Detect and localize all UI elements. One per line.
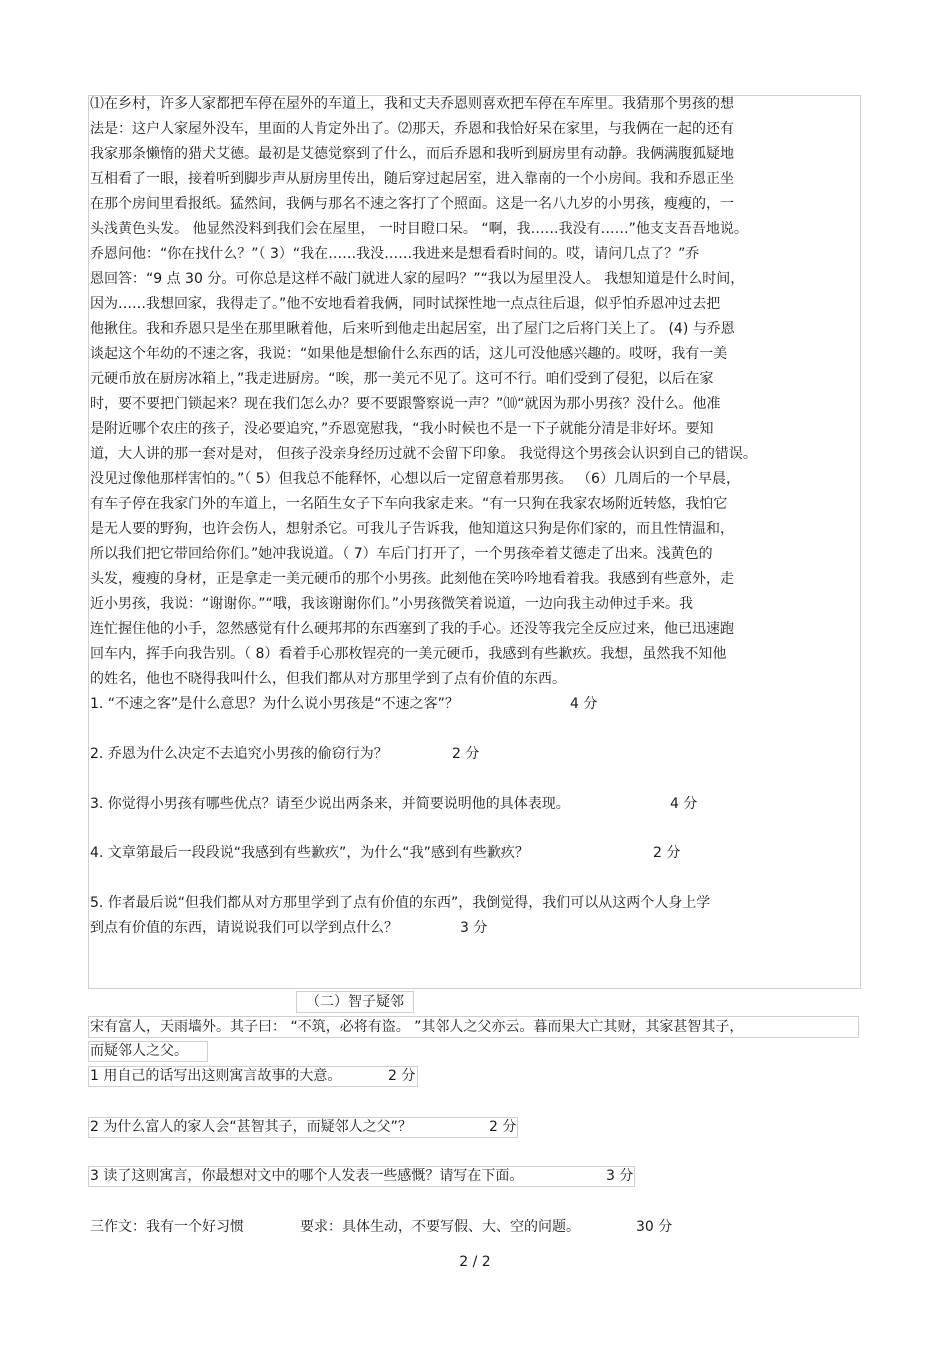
article-line: 是无人要的野狗，也许会伤人，想射杀它。可我儿子告诉我，他知道这只狗是你们家的，而且性情温和， — [90, 521, 734, 537]
question-2-score: 2 分 — [452, 746, 480, 762]
article-line: 在那个房间里看报纸。猛然间，我俩与那名不速之客打了个照面。这是一名八九岁的小男孩，瘦瘦的，一 — [90, 196, 734, 212]
article-line: 的姓名，他也不晓得我叫什么，但我们都从对方那里学到了点有价值的东西。 — [90, 671, 566, 687]
question-1: 1. “不速之客”是什么意思？为什么说小男孩是“不速之客”？ — [90, 696, 459, 712]
article-line: 乔恩问他：“你在找什么？”（ 3）“我在……我没……我进来是想看看时间的。哎，请问几点了？”乔 — [90, 246, 700, 262]
section-2-question-1-score: 2 分 — [388, 1068, 416, 1084]
section-2-question-3-score: 3 分 — [606, 1168, 634, 1184]
article-line: 互相看了一眼，接着听到脚步声从厨房里传出，随后穿过起居室，进入靠南的一个小房间。我和乔恩正坐 — [90, 171, 734, 187]
section-2-passage-line1: 宋有富人，天雨墙外。其子曰： “不筑，必将有盗。 ”其邻人之父亦云。暮而果大亡其财，其家甚智其子， — [90, 1019, 744, 1035]
article-line: 头浅黄色头发。 他显然没料到我们会在屋里， 一时目瞪口呆。 “啊，我……我没有……”他支支吾吾地说。 — [90, 221, 748, 237]
article-line: 他揪住。我和乔恩只是坐在那里瞅着他，后来听到他走出起居室，出了屋门之后将门关上了。 (4) 与乔恩 — [90, 321, 735, 337]
article-line: 有车子停在我家门外的车道上，一名陌生女子下车向我家走来。“有一只狗在我家农场附近转悠，我怕它 — [90, 496, 728, 512]
article-line: 所以我们把它带回给你们。”她冲我说道。（ 7）车后门打开了，一个男孩牵着艾德走了出来。浅黄色的 — [90, 546, 713, 562]
section-2-question-1: 1 用自己的话写出这则寓言故事的大意。 — [90, 1068, 342, 1084]
question-4: 4. 文章第最后一段段说“我感到有些歉疚”，为什么“我”感到有些歉疚？ — [90, 845, 529, 861]
article-line: 时，要不要把门锁起来？现在我们怎么办？要不要跟警察说一声？”⑽“就因为那小男孩？没什么。他准 — [90, 396, 721, 412]
question-4-score: 2 分 — [653, 845, 681, 861]
question-2: 2. 乔恩为什么决定不去追究小男孩的偷窃行为？ — [90, 746, 388, 762]
article-line: 法是：这户人家屋外没车，里面的人肯定外出了。⑵那天，乔恩和我恰好呆在家里，与我俩在一起的还有 — [90, 121, 734, 137]
article-line: 因为……我想回家，我得走了。”他不安地看着我俩，同时试探性地一点点往后退，似乎怕乔恩冲过去把 — [90, 296, 721, 312]
article-line: 回车内，挥手向我告别。（ 8）看着手心那枚锃亮的一美元硬币，我感到有些歉疚。我想，虽然我不知他 — [90, 646, 727, 662]
article-line: 恩回答：“9 点 30 分。可你总是这样不敲门就进人家的屋吗？”“我以为屋里没人。 我想知道是什么时间， — [90, 271, 745, 287]
question-5-continued: 到点有价值的东西，请说说我们可以学到点什么？ — [90, 920, 398, 936]
article-line: 我家那条懒惰的猎犬艾德。最初是艾德觉察到了什么，而后乔恩和我听到厨房里有动静。我俩满腹狐疑地 — [90, 146, 734, 162]
question-3-score: 4 分 — [670, 796, 698, 812]
article-line: 元硬币放在厨房冰箱上，”我走进厨房。“唉，那一美元不见了。这可不行。咱们受到了侵犯，以后在家 — [90, 371, 714, 387]
section-3-title: 三作文：我有一个好习惯 — [90, 1219, 244, 1235]
article-line: 没见过像他那样害怕的。”（ 5）但我总不能释怀，心想以后一定留意着那男孩。 （6）几周后的一个早晨， — [90, 471, 740, 487]
section-3-score: 30 分 — [636, 1219, 673, 1235]
section-2-title: （二）智子疑邻 — [296, 991, 414, 1013]
question-3: 3. 你觉得小男孩有哪些优点？请至少说出两条来，并简要说明他的具体表现。 — [90, 796, 570, 812]
section-2-question-2: 2 为什么富人的家人会“甚智其子，而疑邻人之父”？ — [90, 1119, 412, 1135]
question-1-score: 4 分 — [570, 696, 598, 712]
article-line: 近小男孩，我说：“谢谢你。”“哦，我该谢谢你们。”小男孩微笑着说道，一边向我主动伸过手来。我 — [90, 596, 694, 612]
article-line: 头发，瘦瘦的身材，正是拿走一美元硬币的那个小男孩。此刻他在笑吟吟地看着我。我感到有些意外，走 — [90, 571, 734, 587]
section-2-question-3: 3 读了这则寓言，你最想对文中的哪个人发表一些感慨？请写在下面。 — [90, 1168, 524, 1184]
section-2-question-2-score: 2 分 — [489, 1119, 517, 1135]
article-line: 连忙握住他的小手，忽然感觉有什么硬邦邦的东西塞到了我的手心。还没等我完全反应过来，他已迅速跑 — [90, 621, 734, 637]
article-line: 是附近哪个农庄的孩子，没必要追究，”乔恩宽慰我，“我小时候也不是一下子就能分清是非好坏。要知 — [90, 421, 714, 437]
question-5-score: 3 分 — [460, 920, 488, 936]
article-line: ⑴在乡村，许多人家都把车停在屋外的车道上，我和丈夫乔恩则喜欢把车停在车库里。我猜那个男孩的想 — [90, 96, 734, 112]
section-3-requirement: 要求：具体生动，不要写假、大、空的问题。 — [300, 1219, 580, 1235]
section-2-passage-line2: 而疑邻人之父。 — [90, 1043, 188, 1059]
article-line: 谈起这个年幼的不速之客，我说：“如果他是想偷什么东西的话，这儿可没他感兴趣的。哎呀，我有一美 — [90, 346, 728, 362]
article-line: 道，大人讲的那一套对是对， 但孩子没亲身经历过就不会留下印象。 我觉得这个男孩会认识到自己的错误。 — [90, 446, 757, 462]
question-5: 5. 作者最后说“但我们都从对方那里学到了点有价值的东西”，我倒觉得，我们可以从这两个人身上学 — [90, 895, 711, 911]
page-number: 2 / 2 — [459, 1254, 491, 1270]
